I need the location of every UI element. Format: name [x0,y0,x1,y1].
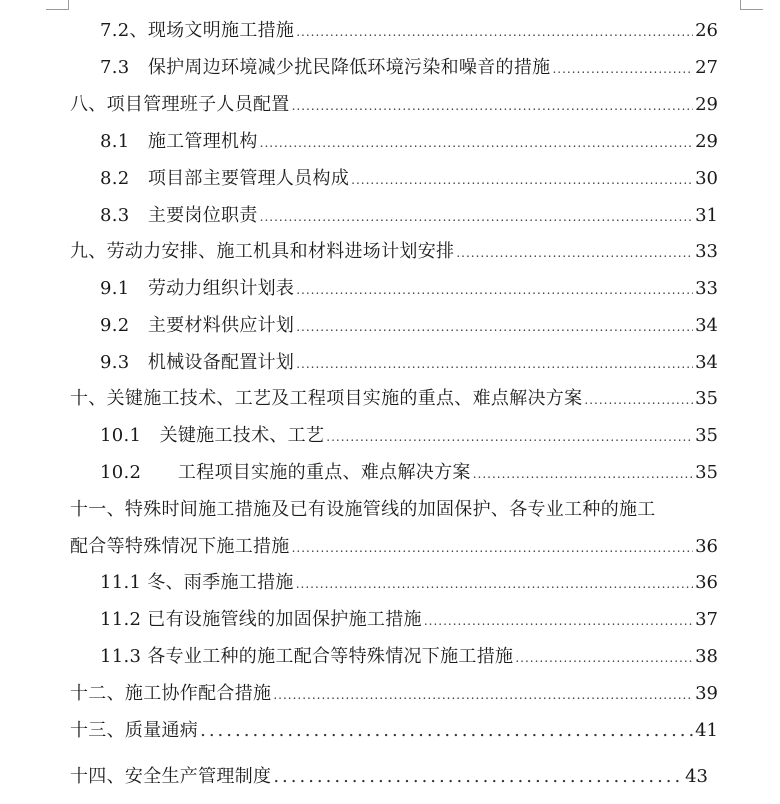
toc-leader-dots [296,279,693,301]
toc-leader-dots [292,537,693,559]
toc-entry-chapter-8[interactable] [70,94,718,117]
toc-page-number: 34 [695,352,718,373]
toc-page-number: 29 [695,94,718,115]
toc-entry-title: 11.2 已有设施管线的加固保护施工措施 [100,609,422,630]
toc-page-number: 35 [695,462,718,483]
toc-page-number: 36 [695,536,718,557]
toc-entry-chapter-9[interactable] [70,241,718,264]
toc-entry-title: 9.1 劳动力组织计划表 [100,278,295,299]
toc-entry-chapter-12[interactable] [70,683,718,706]
toc-leader-dots [473,463,693,485]
toc-page-number: 38 [695,646,718,667]
toc-leader-dots [515,647,693,669]
toc-leader-dots [351,169,693,191]
toc-entry-title: 10.2 工程项目实施的重点、难点解决方案 [100,462,471,483]
toc-entry-11-2[interactable] [100,609,718,632]
toc-page-number: 36 [695,572,718,593]
toc-leader-dots [584,389,693,411]
toc-entry-title: 11.3 各专业工种的施工配合等特殊情况下施工措施 [100,646,514,667]
toc-page-number: 34 [695,315,718,336]
toc-entry-title: 10.1 关键施工技术、工艺 [100,425,325,446]
toc-entry-title: 9.2 主要材料供应计划 [100,315,295,336]
toc-entry-title: 十、关键施工技术、工艺及工程项目实施的重点、难点解决方案 [70,388,583,409]
toc-leader-dots [296,21,693,43]
toc-page-number: 33 [695,241,718,262]
toc-leader-dots [273,684,693,706]
toc-entry-title: 7.3 保护周边环境减少扰民降低环境污染和噪音的措施 [100,57,551,78]
toc-entry-11-3[interactable] [100,646,718,669]
toc-entry-9-3[interactable] [100,352,718,375]
toc-leader-dots [260,206,693,228]
toc-leader-dots [326,426,693,448]
toc-leader-dots [296,573,693,595]
toc-entry-title: 八、项目管理班子人员配置 [70,94,290,115]
toc-entry-title: 8.3 主要岗位职责 [100,205,258,226]
toc-page-number: 26 [695,20,718,41]
toc-entry-title: 8.1 施工管理机构 [100,131,258,152]
toc-page-number: 39 [695,683,718,704]
toc-leader-dots [273,766,683,788]
toc-page-number: 33 [695,278,718,299]
toc-entry-8-3[interactable] [100,205,718,228]
toc-entry-title: 7.2、现场文明施工措施 [100,20,295,41]
toc-entry-title: 十四、安全生产管理制度 [70,766,272,787]
toc-entry-9-1[interactable] [100,278,718,301]
toc-leader-dots [424,610,693,632]
toc-leader-dots [552,58,693,80]
toc-leader-dots [200,720,693,742]
toc-entry-title: 十三、质量通病 [70,720,199,741]
toc-leader-dots [456,242,693,264]
page-corner-mark-left-h [46,9,68,10]
toc-entry-title: 9.3 机械设备配置计划 [100,352,295,373]
toc-entry-title: 十二、施工协作配合措施 [70,683,272,704]
toc-entry-8-1[interactable] [100,131,718,154]
toc-page-number: 35 [695,388,718,409]
toc-entry-chapter-10[interactable] [70,388,718,411]
toc-entry-title: 九、劳动力安排、施工机具和材料进场计划安排 [70,241,455,262]
toc-page-number: 31 [695,205,718,226]
page-corner-mark-left [68,0,69,10]
toc-entry-chapter-13[interactable] [70,720,718,742]
toc-leader-dots [296,353,693,375]
page-corner-mark-right-h [741,9,763,10]
toc-entry-10-1[interactable] [100,425,718,448]
toc-entry-9-2[interactable] [100,315,718,338]
toc-entry-10-2[interactable] [100,462,718,485]
toc-entry-11-1[interactable] [100,572,718,595]
toc-entry-8-2[interactable] [100,168,718,191]
toc-entry-title: 11.1 冬、雨季施工措施 [100,572,294,593]
toc-entry-chapter-11[interactable] [70,536,718,559]
toc-page-number: 37 [695,609,718,630]
toc-page-number: 43 [685,766,708,787]
toc-entry-chapter-11-line1[interactable]: 十一、特殊时间施工措施及已有设施管线的加固保护、各专业工种的施工 [70,499,656,520]
toc-entry-7-3[interactable] [100,57,718,80]
toc-entry-chapter-14[interactable] [70,766,708,788]
toc-leader-dots [296,316,693,338]
toc-page-number: 29 [695,131,718,152]
toc-entry-7-2[interactable] [100,20,718,43]
toc-entry-title-continuation: 配合等特殊情况下施工措施 [70,536,290,557]
toc-page-number: 27 [695,57,718,78]
toc-page-number: 35 [695,425,718,446]
toc-page-number: 41 [695,720,718,741]
toc-entry-title: 8.2 项目部主要管理人员构成 [100,168,350,189]
toc-leader-dots [292,95,693,117]
toc-page-number: 30 [695,168,718,189]
toc-leader-dots [260,132,693,154]
